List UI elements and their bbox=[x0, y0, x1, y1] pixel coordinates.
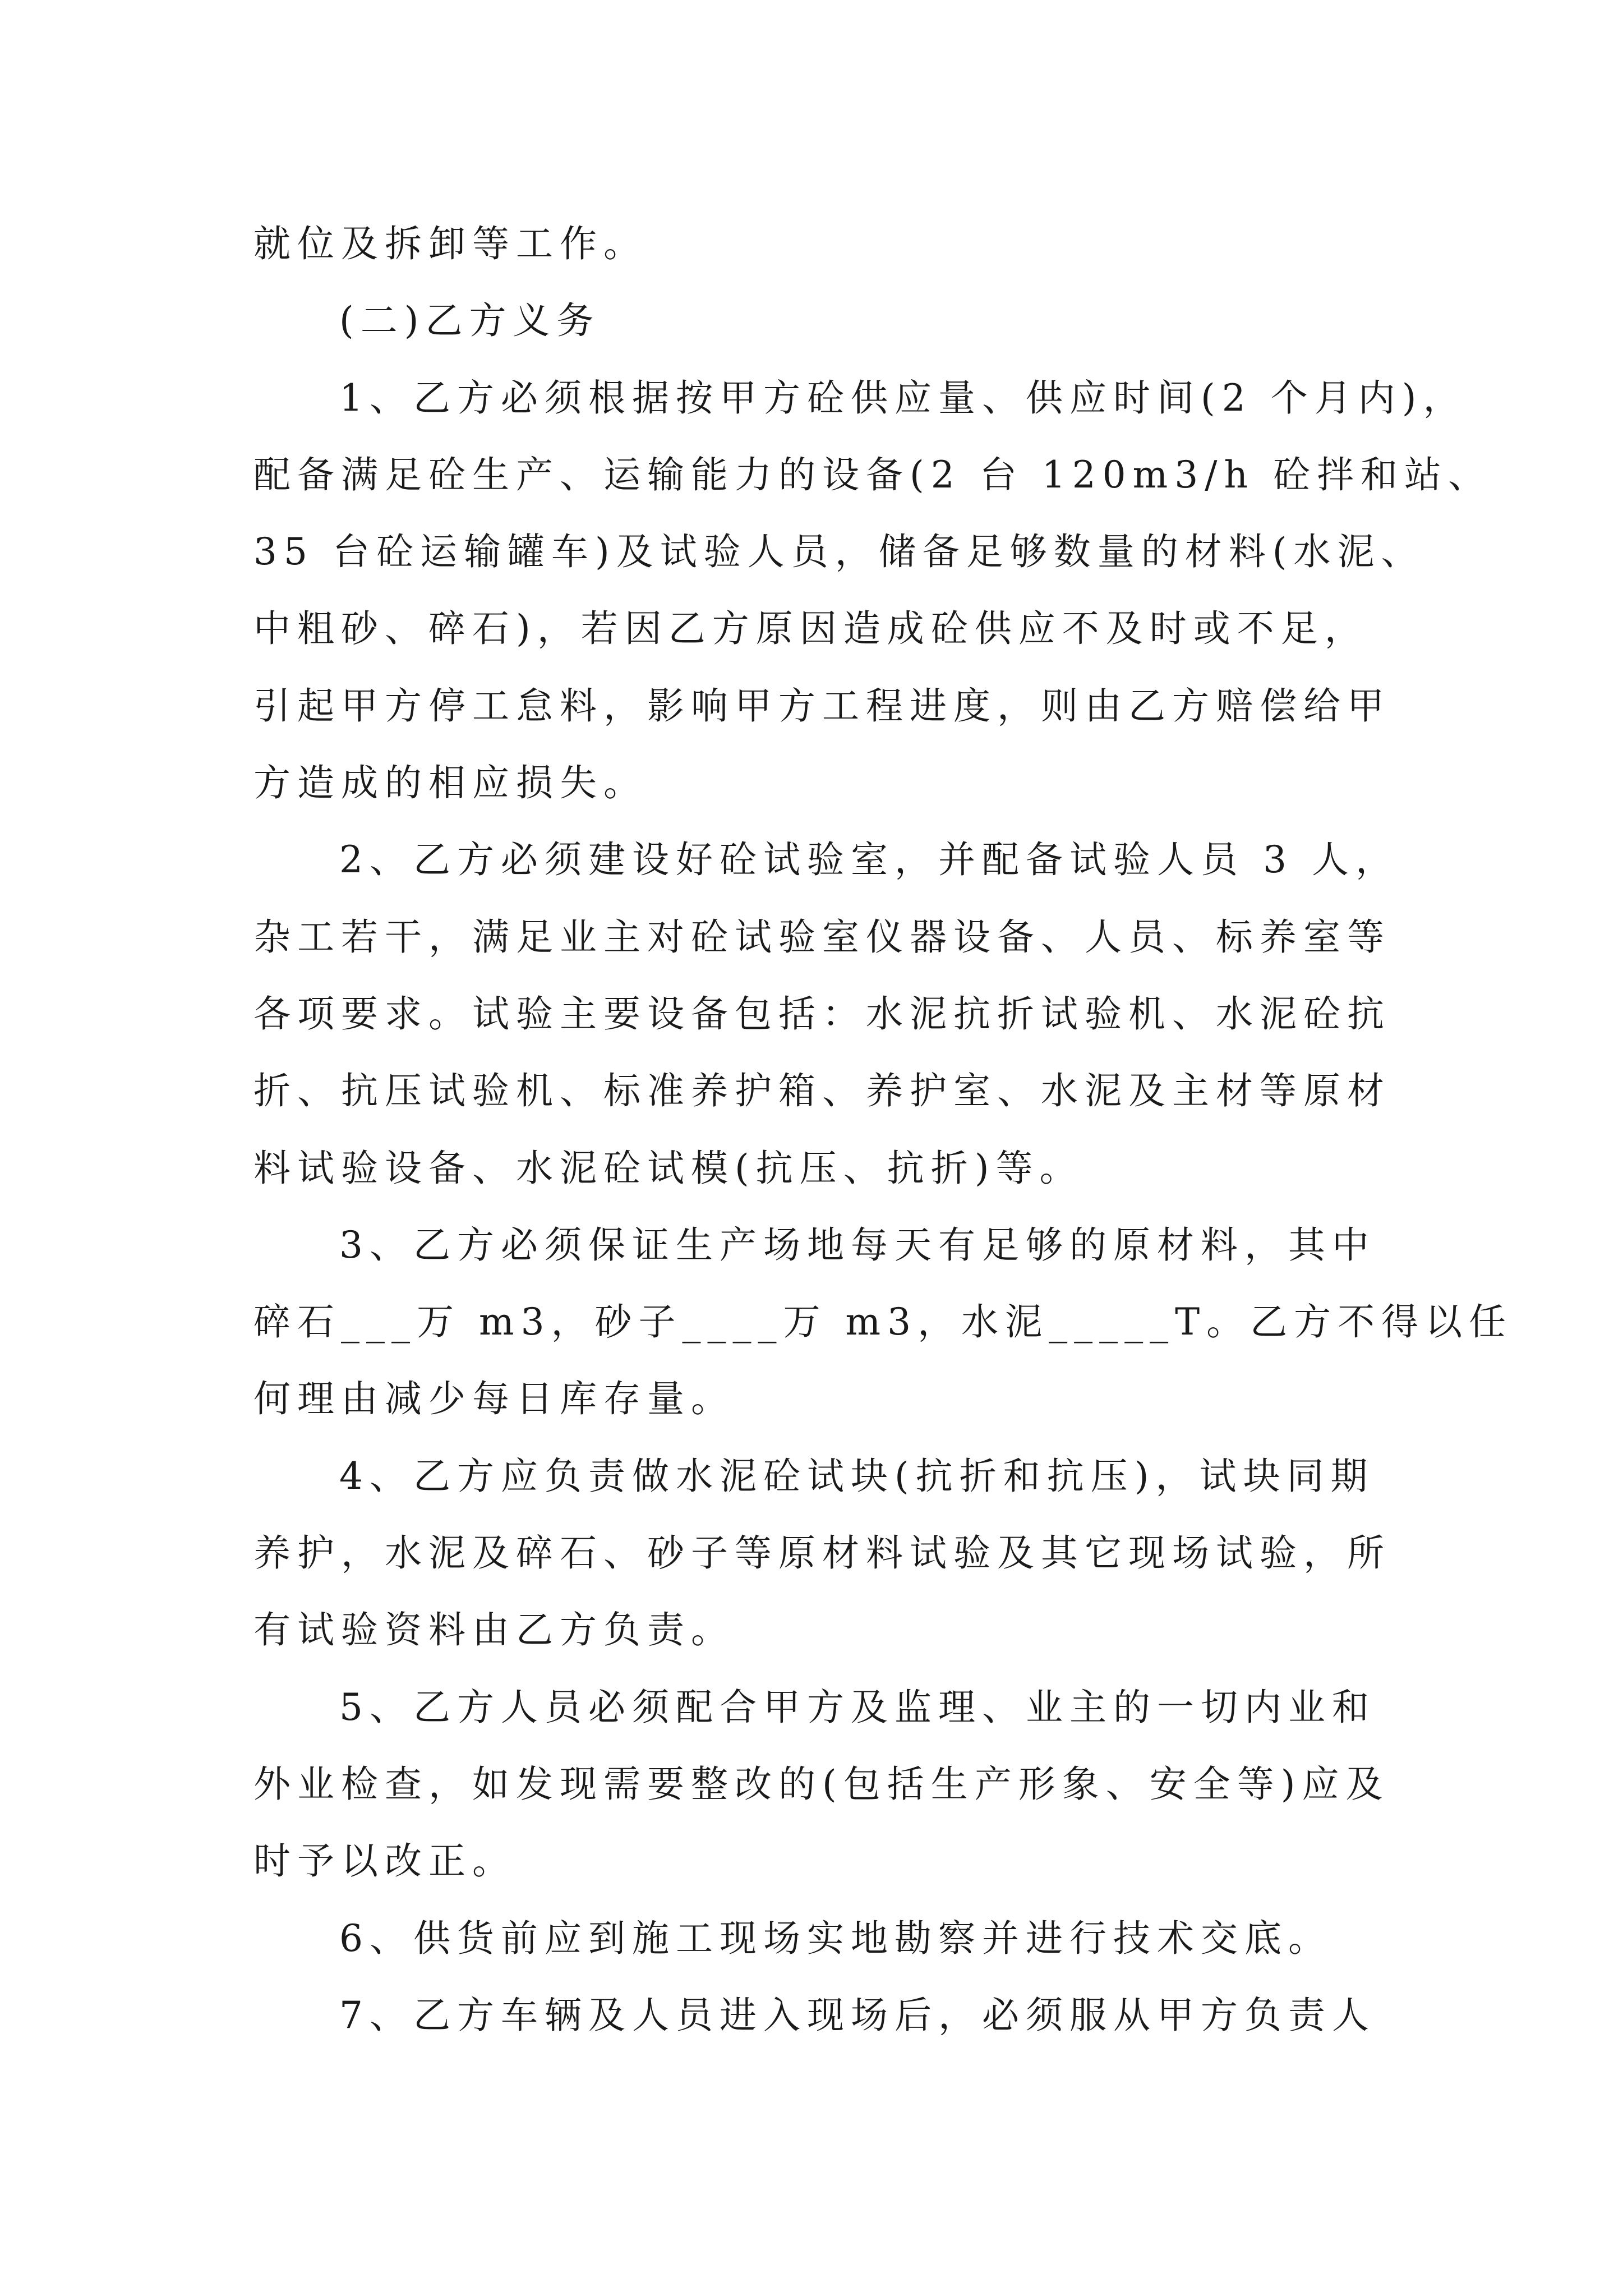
text-line: 中粗砂、碎石)，若因乙方原因造成砼供应不及时或不足， bbox=[253, 607, 1368, 651]
text-line: 35 台砼运输罐车)及试验人员，储备足够数量的材料(水泥、 bbox=[253, 530, 1425, 574]
text-line: 折、抗压试验机、标准养护箱、养护室、水泥及主材等原材 bbox=[253, 1069, 1391, 1113]
text-line: 3、乙方必须保证生产场地每天有足够的原材料，其中 bbox=[339, 1223, 1376, 1267]
text-line: 方造成的相应损失。 bbox=[253, 761, 647, 805]
text-line: 4、乙方应负责做水泥砼试块(抗折和抗压)，试块同期 bbox=[339, 1454, 1375, 1498]
section-heading: (二)乙方义务 bbox=[339, 299, 601, 343]
text-line: 配备满足砼生产、运输能力的设备(2 台 120m3/h 砼拌和站、 bbox=[253, 453, 1492, 496]
text-line: 1、乙方必须根据按甲方砼供应量、供应时间(2 个月内)， bbox=[339, 376, 1467, 420]
text-line: 各项要求。试验主要设备包括：水泥抗折试验机、水泥砼抗 bbox=[253, 992, 1391, 1036]
text-line: 5、乙方人员必须配合甲方及监理、业主的一切内业和 bbox=[339, 1685, 1376, 1729]
text-line: 何理由减少每日库存量。 bbox=[253, 1377, 735, 1421]
text-line: 时予以改正。 bbox=[253, 1839, 516, 1883]
text-line: 6、供货前应到施工现场实地勘察并进行技术交底。 bbox=[339, 1916, 1332, 1960]
text-line: 料试验设备、水泥砼试模(抗压、抗折)等。 bbox=[253, 1146, 1083, 1190]
text-line: 2、乙方必须建设好砼试验室，并配备试验人员 3 人， bbox=[339, 838, 1399, 882]
text-line: 引起甲方停工怠料，影响甲方工程进度，则由乙方赔偿给甲 bbox=[253, 684, 1391, 728]
text-line: 碎石___万 m3，砂子____万 m3，水泥_____T。乙方不得以任 bbox=[253, 1300, 1513, 1344]
text-line: 7、乙方车辆及人员进入现场后，必须服从甲方负责人 bbox=[339, 1993, 1376, 2037]
text-line: 外业检查，如发现需要整改的(包括生产形象、安全等)应及 bbox=[253, 1762, 1390, 1806]
text-line: 有试验资料由乙方负责。 bbox=[253, 1608, 735, 1652]
text-line: 杂工若干，满足业主对砼试验室仪器设备、人员、标养室等 bbox=[253, 915, 1391, 959]
text-line: 养护，水泥及碎石、砂子等原材料试验及其它现场试验，所 bbox=[253, 1531, 1391, 1575]
text-line: 就位及拆卸等工作。 bbox=[253, 222, 647, 265]
